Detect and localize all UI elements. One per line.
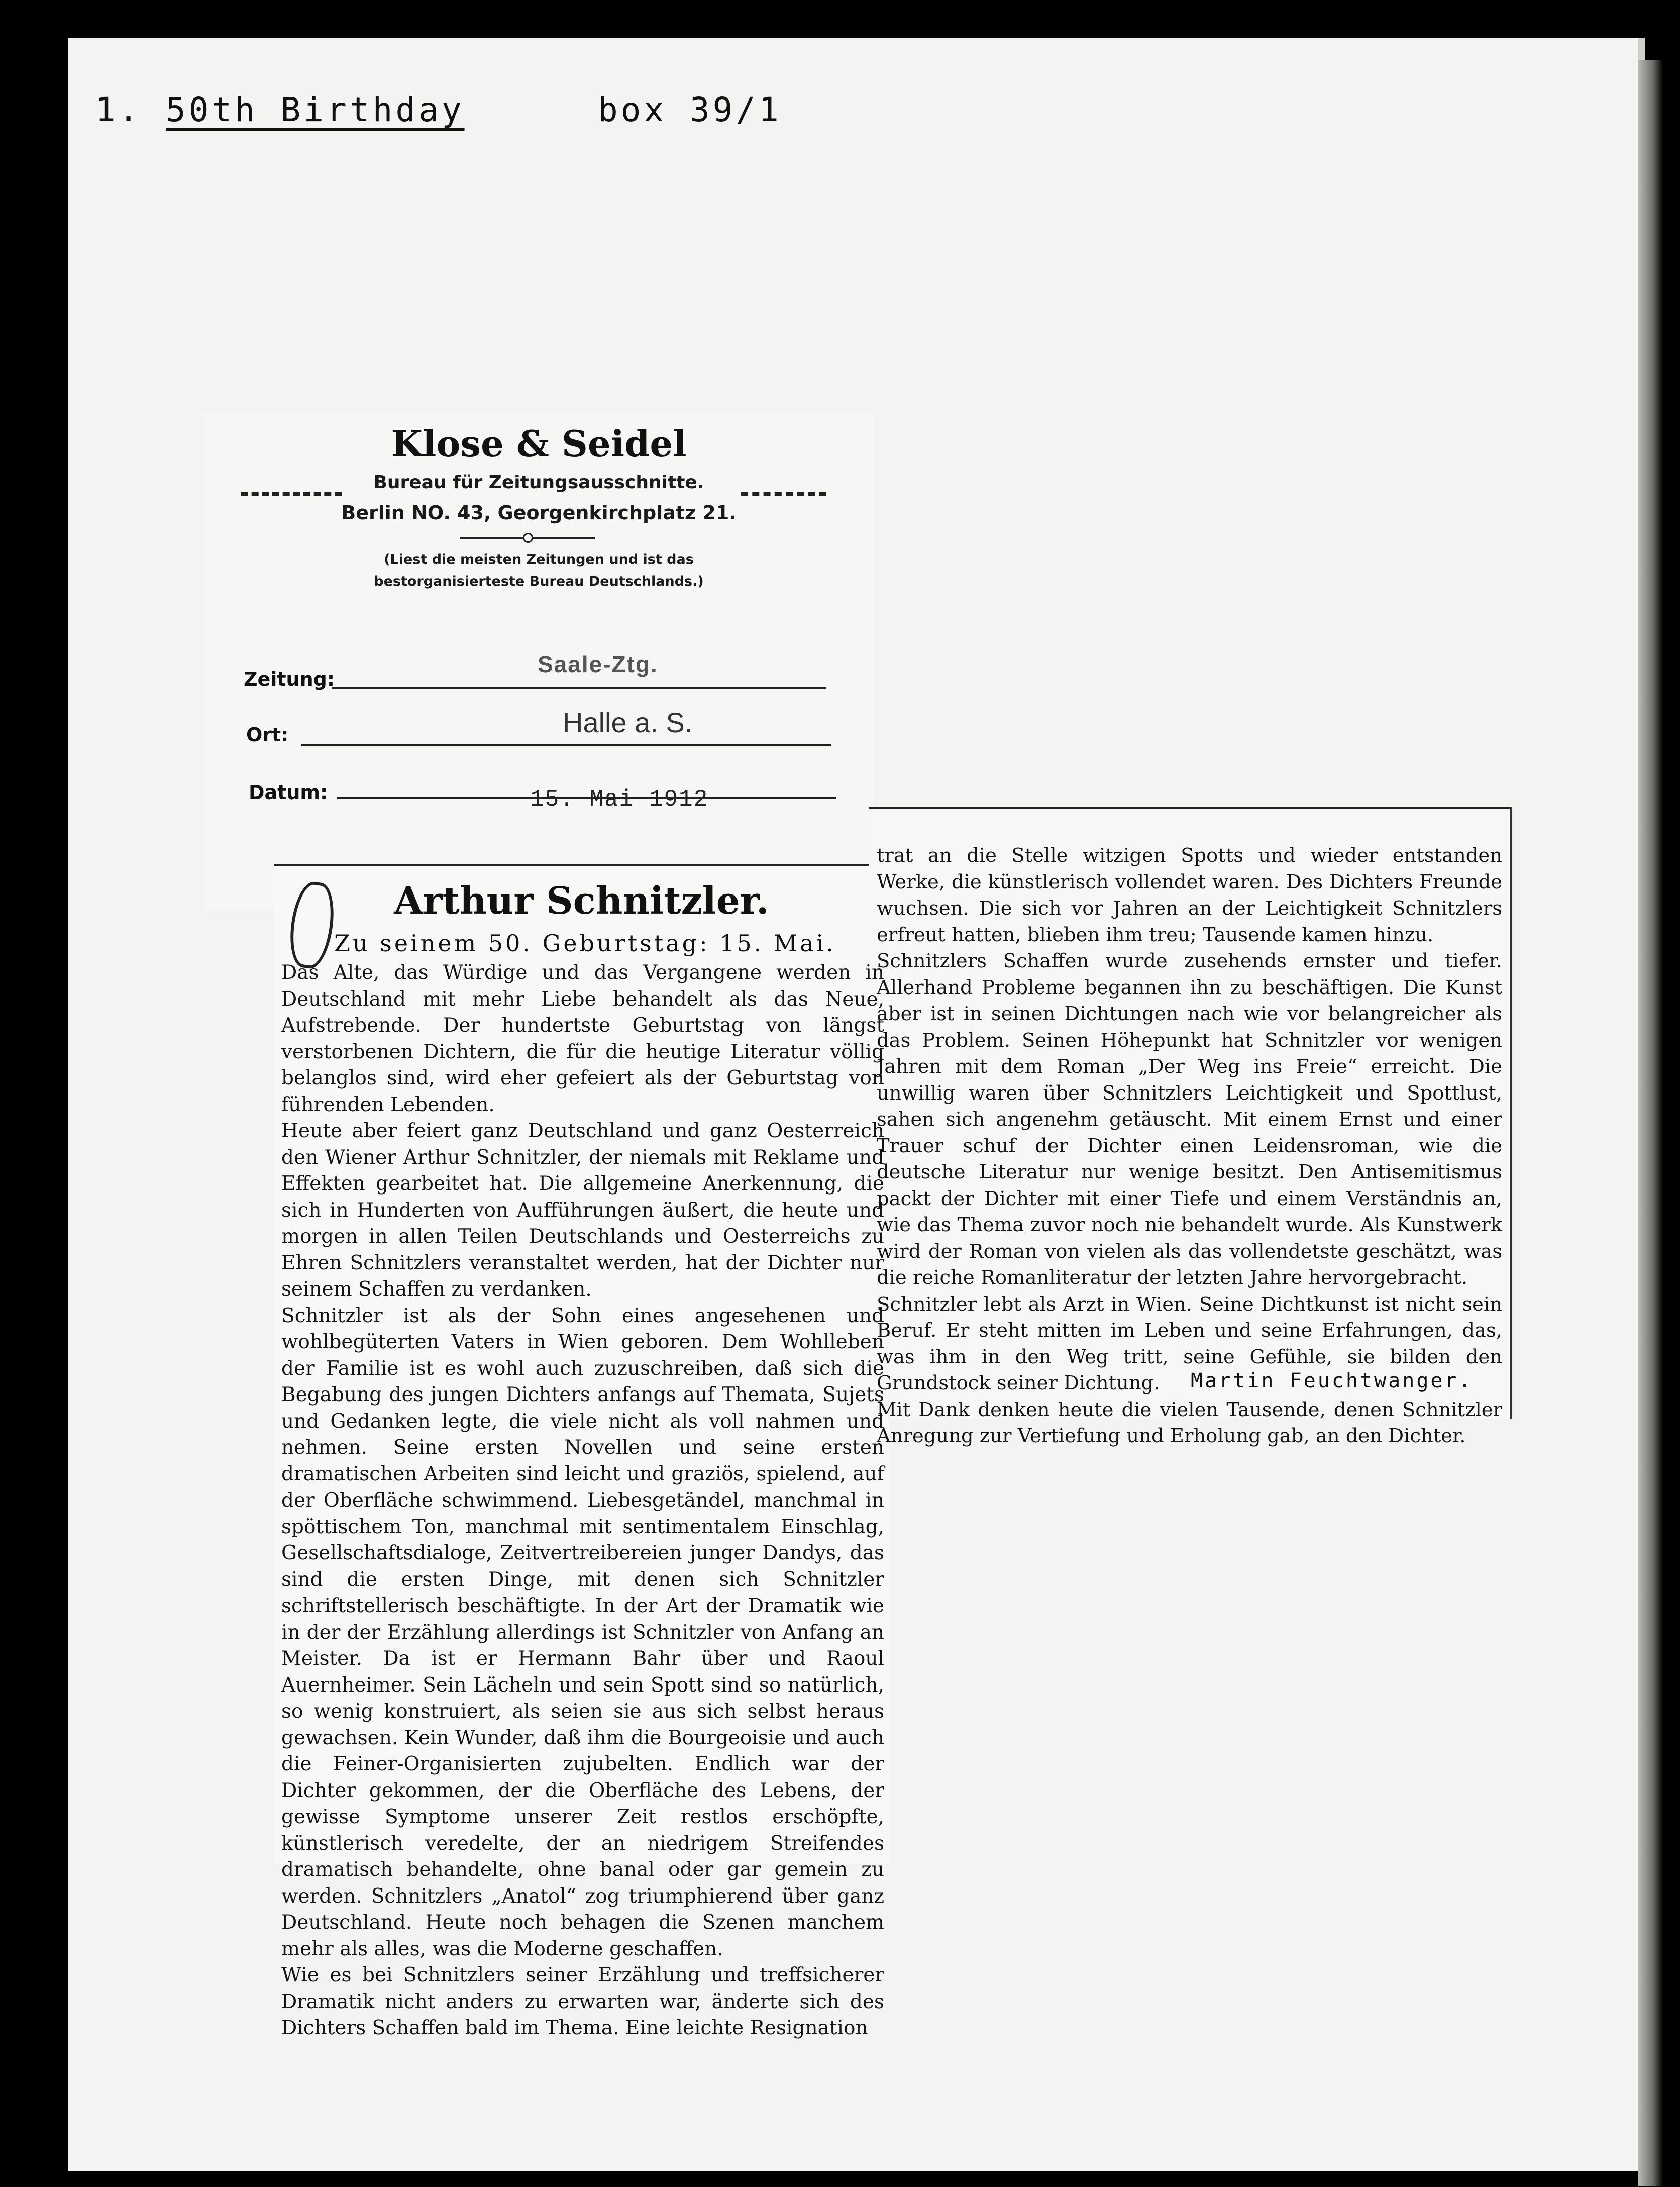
zeitung-label: Zeitung: [244, 668, 335, 690]
clipping-bureau-form [203, 412, 874, 910]
zeitung-rule [332, 687, 826, 689]
datum-label: Datum: [249, 781, 328, 804]
article-author: Martin Feuchtwanger. [1191, 1369, 1473, 1393]
article-title: Arthur Schnitzler. [394, 879, 769, 923]
form-note-line-1: (Liest die meisten Zeitungen und ist das [384, 552, 694, 567]
separator-ornament [523, 533, 533, 543]
dashed-rule-left [241, 492, 342, 496]
sheet-edge-shadow [1638, 60, 1663, 2186]
form-address-line: Berlin NO. 43, Georgenkirchplatz 21. [341, 502, 737, 524]
article-column-right: trat an die Stelle witzigen Spotts und wieder entstanden Werke, die künstlerisch vollendet waren. Des Dichters Freunde wuchsen. Die sich vor Jahren an der Leichtigkeit Schnitzlers erfreut hatten, blieben ihm treu; Tausende kamen hinzu. Schnitzlers Schaffen wurde zusehends ernster und tiefer. Allerhand Probleme begannen ihn zu beschäftigen. Die Kunst aber ist in seinen Dichtungen nach wie vor belangreicher als das Problem. Seinen Höhepunkt hat Schnitzler vor wenigen Jahren mit dem Roman „Der Weg ins Freie“ erreicht. Die unwillig waren über Schnitzlers Leichtigkeit und Spottlust, sahen sich angenehm getäuscht. Mit einem Ernst und einer Trauer schuf der Dichter einen Leidensroman, wie die deutsche Literatur nur wenige besitzt. Den Antisemitismus packt der Dichter mit einer Tiefe und einem Verständnis an, wie das Thema zuvor noch nie behandelt wurde. Als Kunstwerk wird der Roman von vielen als das vollendetste geschätzt, was die reiche Romanliteratur der letzten Jahre hervorgebracht. Schnitzler lebt als Arzt in Wien. Seine Dichtkunst ist nicht sein Beruf. Er steht mitten im Leben und seine Erfahrungen, das, was ihm in den Weg tritt, seine Gefühle, sie bilden den Grundstock seiner Dichtung. Mit Dank denken heute die vielen Tausende, denen Schnitzler Anregung zur Vertiefung und Erholung gab, an den Dichter. [877, 844, 1502, 1447]
zeitung-value: Saale-Ztg. [538, 651, 658, 677]
header-number: 1. [95, 90, 142, 129]
form-title: Klose & Seidel [391, 422, 687, 465]
article-column-left: Das Alte, das Würdige und das Vergangene werden in Deutschland mit mehr Liebe behandelt als das Neue, Aufstrebende. Der hundertste Geburtstag von längst verstorbenen Dichtern, die für die heutige Literatur völlig belanglos sind, wird eher gefeiert als der Geburtstag von führenden Lebenden. Heute aber feiert ganz Deutschland und ganz Oesterreich den Wiener Arthur Schnitzler, der niemals mit Reklame und Effekten gearbeitet hat. Die allgemeine Anerkennung, die sich in Hunderten von Aufführungen äußert, die heute und morgen in allen Teilen Deutschlands und Oesterreichs zu Ehren Schnitzlers veranstaltet werden, hat der Dichter nur seinem Schaffen zu verdanken. Schnitzler ist als der Sohn eines angesehenen und wohlbegüterten Vaters in Wien geboren. Dem Wohlleben der Familie ist es wohl auch zuzuschreiben, daß sich die Begabung des jungen Dichters anfangs auf Themata, Sujets und Gedanken legte, die viele nicht als voll nahmen und nehmen. Seine ersten Novellen und seine ersten dramatischen Arbeiten sind leicht und graziös, spielend, auf der Oberfläche schwimmend. Liebesgetändel, manchmal in spöttischem Ton, manchmal mit sentimentalem Einschlag, Gesellschaftsdialoge, Zeitvertreibereien junger Dandys, das sind die ersten Dinge, mit denen sich Schnitzler schriftstellerisch beschäftigte. In der Art der Dramatik wie in der der Erzählung allerdings ist Schnitzler von Anfang an Meister. Da ist er Hermann Bahr über und Raoul Auernheimer. Sein Lächeln und sein Spott sind so natürlich, so wenig konstruiert, als seien sie aus sich selbst heraus gewachsen. Kein Wunder, daß ihm die Bourgeoisie und auch die Feiner-Organisierten zujubelten. Endlich war der Dichter gekommen, der die Oberfläche des Lebens, der gewisse Symptome unserer Zeit restlos erschöpfte, künstlerisch veredelte, der an niedrigem Streifendes dramatisch behandelte, ohne banal oder gar gemein zu werden. Schnitzlers „Anatol“ zog triumphierend über ganz Deutschland. Heute noch behagen die Szenen manchem mehr als alles, was die Moderne geschaffen. Wie es bei Schnitzlers seiner Erzählung und treffsicherer Dramatik nicht anders zu erwarten war, änderte sich des Dichters Schaffen bald im Thema. Eine leichte Resignation [281, 961, 884, 2039]
ort-value: Halle a. S. [563, 707, 693, 738]
header-box-label: box 39/1 [598, 90, 782, 129]
header-title: 50th Birthday [166, 90, 465, 129]
article-subtitle: Zu seinem 50. Geburtstag: 15. Mai. [334, 930, 836, 957]
ort-label: Ort: [246, 724, 289, 746]
form-note-line-2: bestorganisierteste Bureau Deutschlands.) [374, 574, 704, 589]
form-bureau-line: Bureau für Zeitungsausschnitte. [373, 472, 704, 493]
dashed-rule-right [741, 492, 826, 496]
ort-rule [301, 744, 831, 746]
datum-stamp: 15. Mai 1912 [530, 786, 709, 813]
